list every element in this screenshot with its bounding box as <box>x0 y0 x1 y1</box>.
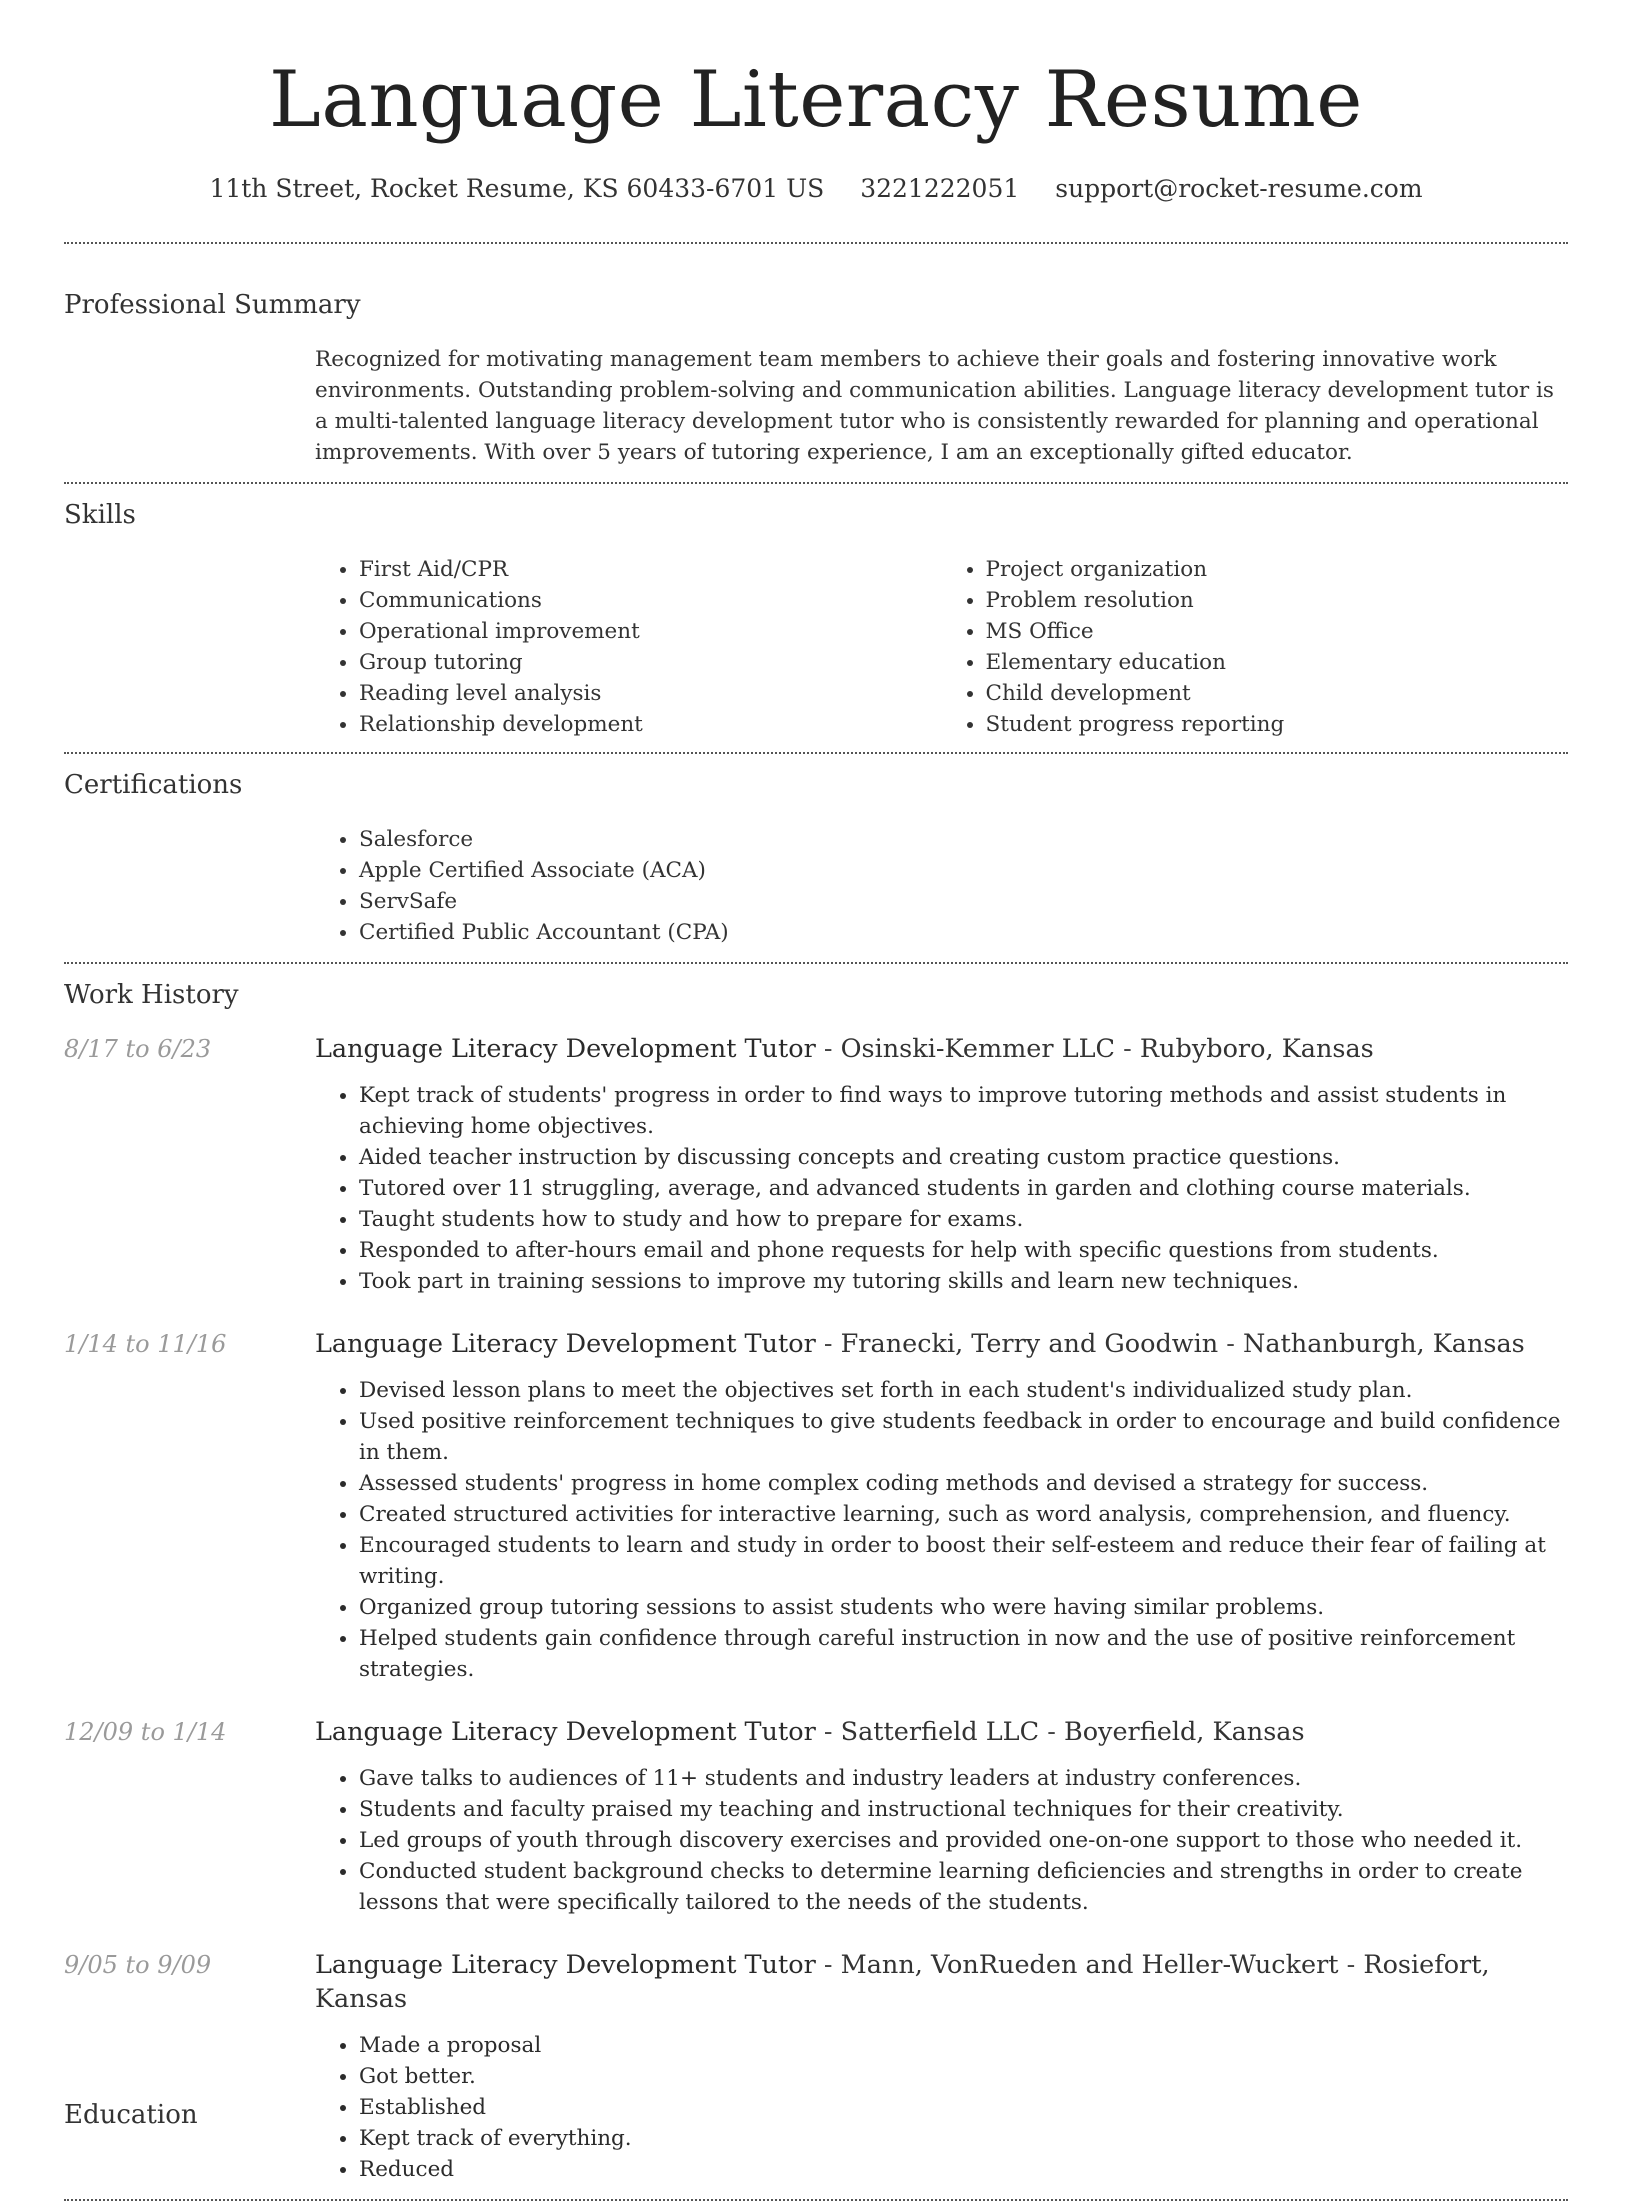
job-dates: 8/17 to 6/23 <box>64 1035 212 1063</box>
certifications-list <box>315 824 1568 948</box>
job-bullet: • Tutored over 11 struggling, average, and advanced students in garden and clothing course materials. <box>359 1173 1568 1204</box>
list-item: • ServSafe <box>359 886 1568 917</box>
job-role: Language Literacy Development Tutor <box>315 1034 816 1064</box>
job-heading <box>315 1032 1568 1066</box>
job-entry <box>64 1327 1568 1685</box>
job-company: Franecki, Terry and Goodwin <box>840 1329 1219 1359</box>
job-details <box>315 1327 1568 1685</box>
job-bullet: • Conducted student background checks to determine learning deficiencies and strengths in order to create lessons that were specifically tailored to the needs of the students. <box>359 1856 1568 1918</box>
job-bullets <box>315 1080 1568 1297</box>
job-bullet: • Used positive reinforcement techniques to give students feedback in order to encourage and build confidence in them. <box>359 1406 1568 1468</box>
section-title: Certifications <box>64 770 243 800</box>
section-title: Professional Summary <box>64 290 361 320</box>
job-dates: 1/14 to 11/16 <box>64 1330 227 1358</box>
job-bullet: • Taught students how to study and how to prepare for exams. <box>359 1204 1568 1235</box>
job-bullets <box>315 1375 1568 1685</box>
skills-list-left <box>315 554 942 740</box>
job-company: Mann, VonRueden and Heller-Wuckert <box>840 1950 1339 1980</box>
job-bullet: • Created structured activities for interactive learning, such as word analysis, comprehension, and fluency. <box>359 1499 1568 1530</box>
resume-page <box>64 0 1568 2201</box>
job-location: Nathanburgh, Kansas <box>1243 1329 1525 1359</box>
list-item: • Certified Public Accountant (CPA) <box>359 917 1568 948</box>
list-item: • Communications <box>359 585 942 616</box>
job-company: Osinski-Kemmer LLC <box>840 1034 1116 1064</box>
list-item: • Student progress reporting <box>986 709 1569 740</box>
job-location: Boyerfield, Kansas <box>1063 1717 1305 1747</box>
job-bullet: • Made a proposal <box>359 2030 1568 2061</box>
separator: - <box>815 1034 841 1064</box>
job-bullet: • Kept track of students' progress in order to find ways to improve tutoring methods and assist students in achieving home objectives. <box>359 1080 1568 1142</box>
jobs-container <box>64 1032 1568 2185</box>
job-bullet: • Gave talks to audiences of 11+ students and industry leaders at industry conferences. <box>359 1763 1568 1794</box>
next-section-title: Education <box>64 2100 198 2130</box>
job-bullet: • Kept track of everything. <box>359 2123 1568 2154</box>
job-role: Language Literacy Development Tutor <box>315 1950 816 1980</box>
separator: - <box>1218 1329 1244 1359</box>
job-heading <box>315 1327 1568 1361</box>
job-bullet: • Reduced <box>359 2154 1568 2185</box>
job-bullet: • Established <box>359 2092 1568 2123</box>
job-company: Satterfield LLC <box>840 1717 1040 1747</box>
professional-summary-section <box>64 244 1568 482</box>
skills-grid <box>315 554 1568 740</box>
skills-section <box>64 484 1568 752</box>
contact-address: 11th Street, Rocket Resume, KS 60433-6701 US <box>209 174 825 203</box>
separator: - <box>815 1329 841 1359</box>
list-item: • Project organization <box>986 554 1569 585</box>
job-details <box>315 1948 1568 2185</box>
job-bullet: • Students and faculty praised my teaching and instructional techniques for their creativity. <box>359 1794 1568 1825</box>
separator: - <box>1115 1034 1140 1064</box>
contact-email: support@rocket-resume.com <box>1055 174 1423 203</box>
separator: - <box>815 1717 841 1747</box>
skills-list-right <box>942 554 1569 740</box>
job-details <box>315 1715 1568 1918</box>
job-bullet: • Devised lesson plans to meet the objectives set forth in each student's individualized study plan. <box>359 1375 1568 1406</box>
separator: - <box>1338 1950 1364 1980</box>
list-item: • Reading level analysis <box>359 678 942 709</box>
job-bullet: • Led groups of youth through discovery exercises and provided one-on-one support to those who needed it. <box>359 1825 1568 1856</box>
job-bullet: • Responded to after-hours email and phone requests for help with specific questions from students. <box>359 1235 1568 1266</box>
certifications-wrap <box>315 824 1568 948</box>
list-item: • Operational improvement <box>359 616 942 647</box>
separator: - <box>815 1950 841 1980</box>
job-entry <box>64 1715 1568 1918</box>
job-dates: 12/09 to 1/14 <box>64 1718 227 1746</box>
job-bullets <box>315 1763 1568 1918</box>
job-entry <box>64 1032 1568 1297</box>
job-dates: 9/05 to 9/09 <box>64 1951 212 1979</box>
work-history-section <box>64 964 1568 2199</box>
job-role: Language Literacy Development Tutor <box>315 1717 816 1747</box>
job-role: Language Literacy Development Tutor <box>315 1329 816 1359</box>
separator: - <box>1039 1717 1064 1747</box>
job-bullet: • Assessed students' progress in home complex coding methods and devised a strategy for success. <box>359 1468 1568 1499</box>
section-title: Skills <box>64 500 136 530</box>
list-item: • MS Office <box>986 616 1569 647</box>
job-location: Rubyboro, Kansas <box>1139 1034 1374 1064</box>
certifications-section <box>64 754 1568 962</box>
job-heading <box>315 1715 1568 1749</box>
job-heading <box>315 1948 1568 2016</box>
contact-line <box>64 172 1568 206</box>
list-item: • Elementary education <box>986 647 1569 678</box>
list-item: • First Aid/CPR <box>359 554 942 585</box>
job-bullet: • Aided teacher instruction by discussing concepts and creating custom practice questions. <box>359 1142 1568 1173</box>
list-item: • Apple Certified Associate (ACA) <box>359 855 1568 886</box>
job-bullet: • Got better. <box>359 2061 1568 2092</box>
job-bullet: • Took part in training sessions to improve my tutoring skills and learn new techniques. <box>359 1266 1568 1297</box>
job-bullet: • Helped students gain confidence through careful instruction in now and the use of positive reinforcement strategies. <box>359 1623 1568 1685</box>
list-item: • Relationship development <box>359 709 942 740</box>
list-item: • Problem resolution <box>986 585 1569 616</box>
list-item: • Salesforce <box>359 824 1568 855</box>
list-item: • Group tutoring <box>359 647 942 678</box>
resume-title: Language Literacy Resume <box>269 55 1363 145</box>
list-item: • Child development <box>986 678 1569 709</box>
job-bullet: • Encouraged students to learn and study in order to boost their self-esteem and reduce their fear of failing at writing. <box>359 1530 1568 1592</box>
summary-text: Recognized for motivating management team members to achieve their goals and fostering innovative work environments. Outstanding problem-solving and communication abilities. Language literacy development tutor is a multi-talented language literacy development tutor who is consistently rewarded for planning and operational improvements. With over 5 years of tutoring experience, I am an exceptionally gifted educator. <box>315 347 1554 465</box>
job-bullets <box>315 2030 1568 2185</box>
job-location: Rosiefort, Kansas <box>315 1950 1490 2014</box>
job-details <box>315 1032 1568 1297</box>
section-title: Work History <box>64 980 239 1010</box>
job-entry <box>64 1948 1568 2185</box>
contact-phone: 3221222051 <box>860 174 1020 203</box>
job-bullet: • Organized group tutoring sessions to assist students who were having similar problems. <box>359 1592 1568 1623</box>
